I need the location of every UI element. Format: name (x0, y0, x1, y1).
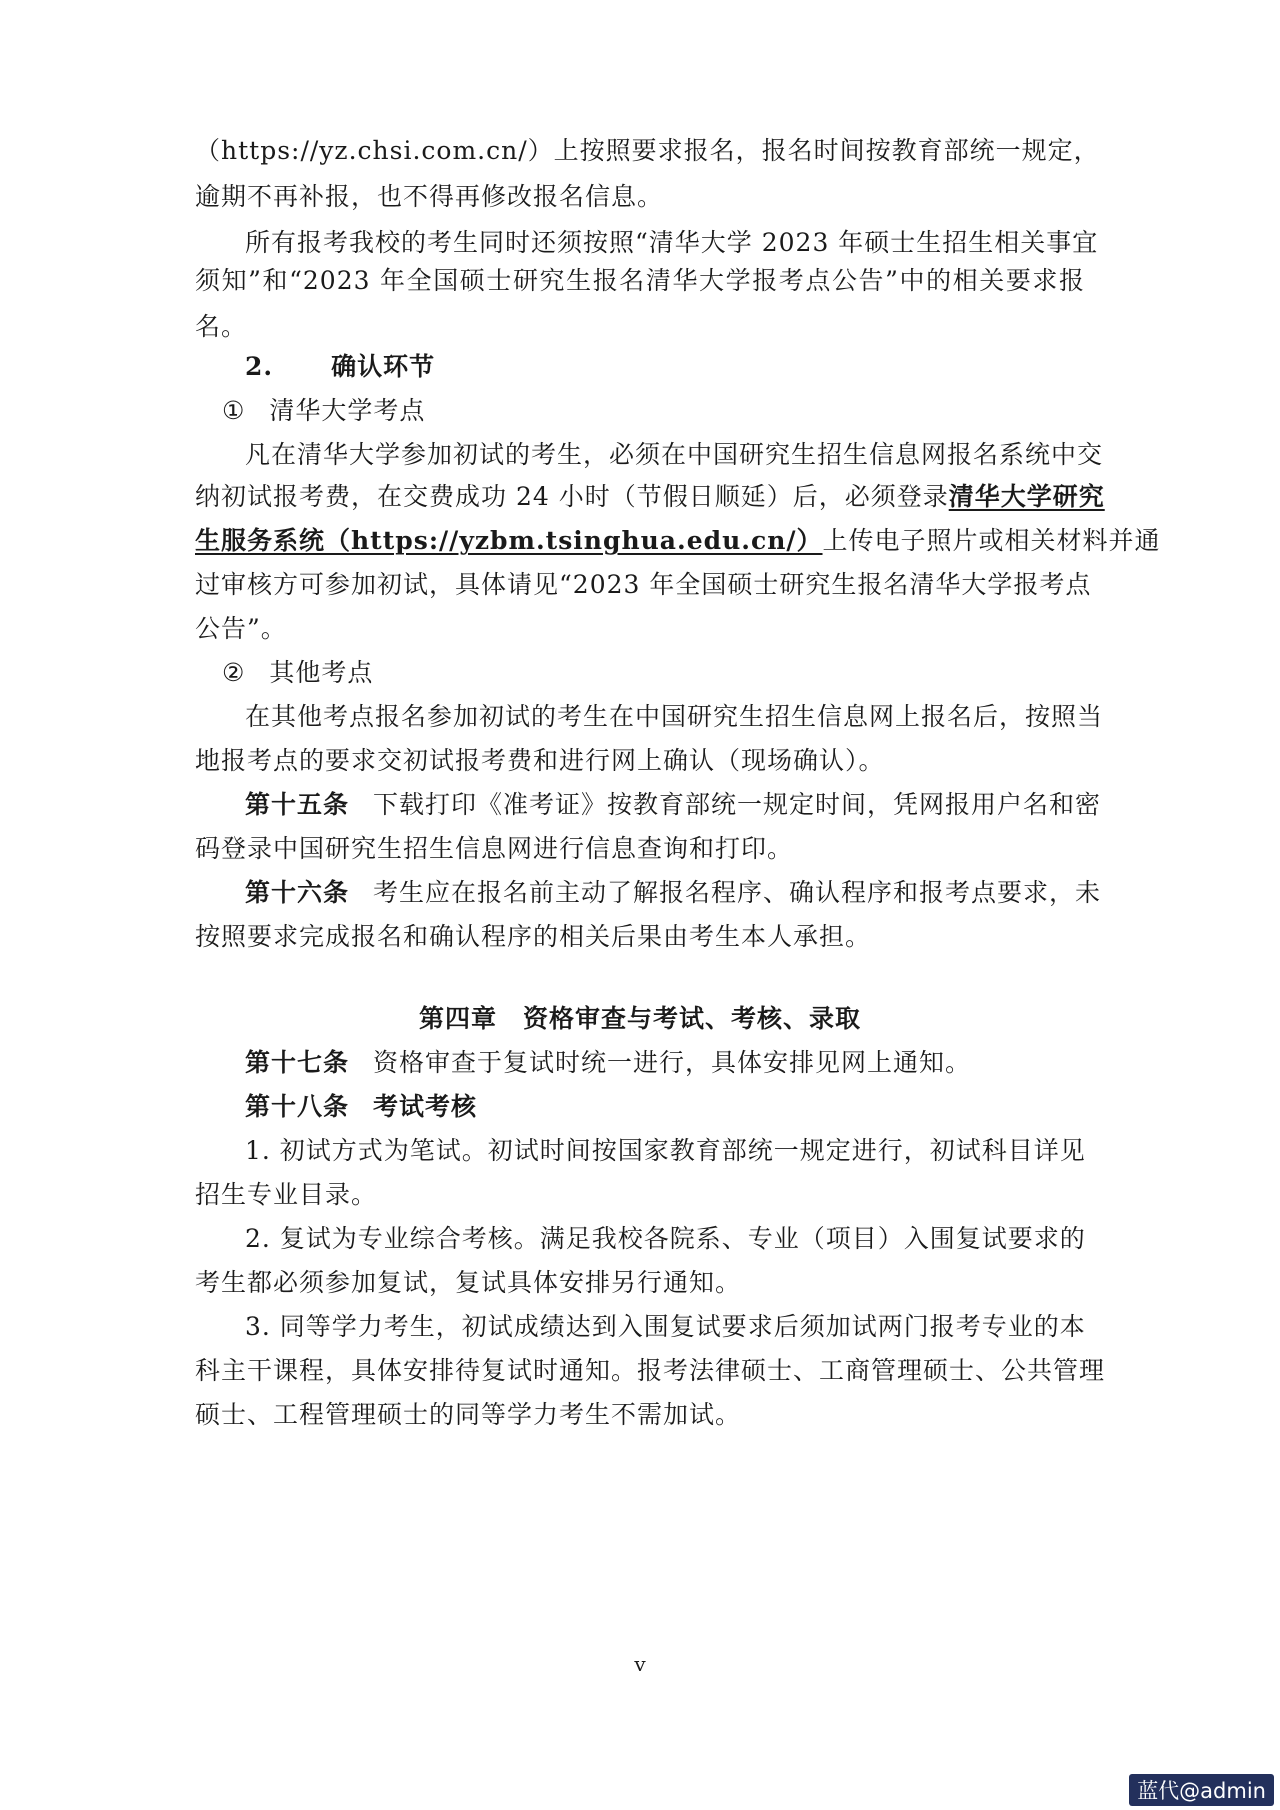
item-1-line2: 招生专业目录。 (195, 1180, 378, 1209)
article-18-label: 第十八条 (245, 1092, 350, 1121)
p1-line1: （https://yz.chsi.com.cn/）上按照要求报名，报名时间按教育部统一规定， (195, 136, 1100, 165)
p3-line4: 过审核方可参加初试，具体请见“2023 年全国硕士研究生报名清华大学报考点 (195, 570, 1092, 599)
p3-line5: 公告”。 (195, 614, 287, 643)
article-16-line1: 第十六条 考生应在报名前主动了解报名程序、确认程序和报考点要求，未 (245, 878, 1102, 907)
sub-1-mark: ① (222, 396, 246, 425)
p1-line2: 逾期不再补报，也不得再修改报名信息。 (195, 182, 664, 211)
sub-2-heading (222, 656, 1112, 690)
chapter-4-heading: 第四章 资格审查与考试、考核、录取 (418, 1004, 861, 1033)
article-15-label: 第十五条 (245, 790, 350, 819)
article-18-title: 考试考核 (373, 1092, 478, 1121)
service-system-link-part2[interactable]: 生服务系统（https://yzbm.tsinghua.edu.cn/） (195, 526, 823, 555)
p4-line2: 地报考点的要求交初试报考费和进行网上确认（现场确认）。 (195, 746, 885, 775)
p2-line2: 须知”和“2023 年全国硕士研究生报名清华大学报考点公告”中的相关要求报 (195, 266, 1085, 295)
sub-2-title: 其他考点 (269, 658, 374, 687)
section-2-title: 确认环节 (331, 352, 436, 381)
p2-line3: 名。 (195, 312, 248, 341)
p4-line1: 在其他考点报名参加初试的考生在中国研究生招生信息网上报名后，按照当 (245, 702, 1104, 731)
sub-2-mark: ② (222, 658, 246, 687)
article-16-line2: 按照要求完成报名和确认程序的相关后果由考生本人承担。 (195, 922, 872, 951)
sub-1-title: 清华大学考点 (269, 396, 426, 425)
service-system-link-part1[interactable]: 清华大学研究 (948, 482, 1105, 511)
p3-line1: 凡在清华大学参加初试的考生，必须在中国研究生招生信息网报名系统中交 (245, 440, 1104, 469)
article-17: 第十七条 资格审查于复试时统一进行，具体安排见网上通知。 (245, 1048, 972, 1077)
watermark: 蓝代@admin (1129, 1774, 1274, 1806)
item-2-line1: 2. 复试为专业综合考核。满足我校各院系、专业（项目）入围复试要求的 (245, 1224, 1086, 1253)
article-16-label: 第十六条 (245, 878, 350, 907)
section-2-number: 2. (245, 352, 274, 381)
p3-line3: 生服务系统（https://yzbm.tsinghua.edu.cn/）上传电子照片或相关材料并通 (195, 526, 1161, 555)
page-number: v (634, 1652, 646, 1676)
sub-1-heading (222, 394, 1112, 428)
item-3-line3: 硕士、工程管理硕士的同等学力考生不需加试。 (195, 1400, 742, 1429)
p3-line2: 纳初试报考费，在交费成功 24 小时（节假日顺延）后，必须登录清华大学研究 (195, 482, 1105, 511)
p2-line1: 所有报考我校的考生同时还须按照“清华大学 2023 年硕士生招生相关事宜 (245, 228, 1099, 257)
item-3-line2: 科主干课程，具体安排待复试时通知。报考法律硕士、工商管理硕士、公共管理 (195, 1356, 1106, 1385)
item-1-line1: 1. 初试方式为笔试。初试时间按国家教育部统一规定进行，初试科目详见 (245, 1136, 1086, 1165)
section-2-heading (245, 350, 1135, 384)
article-15-line2: 码登录中国研究生招生信息网进行信息查询和打印。 (195, 834, 794, 863)
article-18-heading (245, 1090, 1085, 1124)
article-17-label: 第十七条 (245, 1048, 350, 1077)
item-3-line1: 3. 同等学力考生，初试成绩达到入围复试要求后须加试两门报考专业的本 (245, 1312, 1086, 1341)
item-2-line2: 考生都必须参加复试，复试具体安排另行通知。 (195, 1268, 742, 1297)
article-15-line1: 第十五条 下载打印《准考证》按教育部统一规定时间，凭网报用户名和密 (245, 790, 1102, 819)
